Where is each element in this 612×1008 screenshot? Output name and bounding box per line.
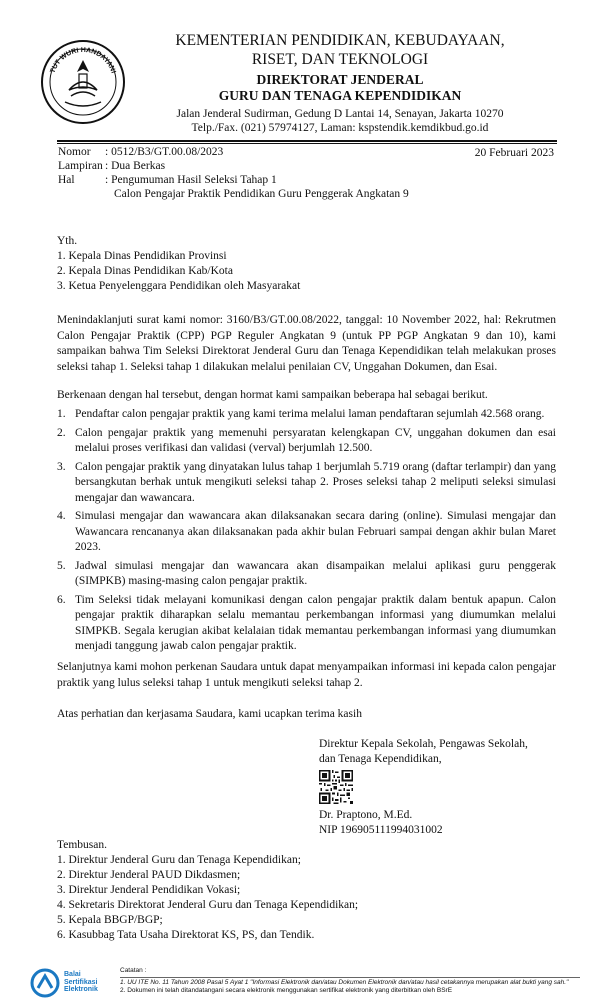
cc-item: 3. Direktur Jenderal Pendidikan Vokasi; — [57, 884, 241, 896]
subject-row — [58, 174, 277, 187]
lead-paragraph: Berkenaan dengan hal tersebut, dengan hormat kami sampaikan beberapa hal sebagai berikut. — [57, 389, 488, 401]
ministry-line-2: RISET, DAN TEKNOLOGI — [251, 51, 429, 68]
closing-paragraph-2: Atas perhatian dan kerjasama Saudara, kami ucapkan terima kasih — [57, 708, 362, 720]
recipient-item: 3. Ketua Penyelenggara Pendidikan oleh Masyarakat — [57, 280, 301, 292]
point-text: Jadwal simulasi mengajar dan wawancara akan disampaikan melalui aplikasi guru penggerak (SIMPKB) masing-masing calon pengajar praktik. — [75, 559, 556, 587]
point-item — [57, 559, 556, 590]
signatory-name: Dr. Praptono, M.Ed. — [319, 809, 413, 821]
bsre-line-3: Elektronik — [64, 986, 98, 993]
notes-label: Catatan : — [120, 967, 147, 974]
point-number: 6. — [57, 593, 66, 606]
address-line: Jalan Jenderal Sudirman, Gedung D Lantai 14, Senayan, Jakarta 10270 — [176, 108, 504, 120]
point-number: 1. — [57, 408, 66, 420]
directorate-line-1: DIREKTORAT JENDERAL — [256, 72, 424, 87]
svg-text:TUT WURI HANDAYANI: TUT WURI HANDAYANI — [49, 46, 117, 75]
qr-code-signature — [319, 770, 353, 804]
point-text: Pendaftar calon pengajar praktik yang kami terima melalui laman pendaftaran sejumlah 42.568 orang. — [75, 408, 545, 420]
hal-value-line-1: : Pengumuman Hasil Seleksi Tahap 1 — [105, 174, 277, 186]
recipients — [57, 234, 300, 294]
letter-date: 20 Februari 2023 — [474, 147, 554, 159]
bsre-line-1: Balai — [64, 971, 81, 978]
lampiran-label: Lampiran — [58, 160, 103, 172]
directorate-line-2: GURU DAN TENAGA KEPENDIDIKAN — [218, 88, 462, 103]
signatory-title — [319, 737, 528, 767]
attachment-row — [58, 160, 165, 173]
signatory-block — [319, 808, 443, 838]
point-text: Calon pengajar praktik yang memenuhi persyaratan kelengkapan CV, unggahan dokumen dan esai melalui proses verifikasi dan validasi (verval) berjumlah 12.500. — [75, 426, 556, 454]
ministry-line-1: KEMENTERIAN PENDIDIKAN, KEBUDAYAAN, — [175, 32, 505, 49]
point-number: 3. — [57, 460, 66, 473]
hal-value-line-2: Calon Pengajar Praktik Pendidikan Guru Penggerak Angkatan 9 — [114, 188, 409, 200]
cc-item: 6. Kasubbag Tata Usaha Direktorat KS, PS, dan Tendik. — [57, 929, 315, 941]
point-item — [57, 509, 556, 556]
cc-item: 5. Kepala BBGP/BGP; — [57, 914, 163, 926]
greeting: Yth. — [57, 235, 78, 247]
recipient-item: 2. Kepala Dinas Pendidikan Kab/Kota — [57, 265, 233, 277]
point-number: 2. — [57, 426, 66, 439]
lampiran-value: : Dua Berkas — [105, 160, 166, 172]
cc-list — [57, 838, 358, 943]
point-number: 4. — [57, 510, 66, 522]
cc-item: 2. Direktur Jenderal PAUD Dikdasmen; — [57, 869, 241, 881]
cc-heading: Tembusan. — [57, 839, 107, 851]
footer-note-1: 1. UU ITE No. 11 Tahun 2008 Pasal 5 Ayat 1 "Informasi Elektronik dan/atau Dokumen Elektronik dan/atau hasil cetakannya merupakan alat bukti yang sah." — [120, 978, 569, 986]
point-text: Simulasi mengajar dan wawancara akan dilaksanakan secara daring (online). Simulasi mengajar dan Wawancara rencananya akan dilaksanakan pada akhir bulan Februari sampai dengan akhir bulan Maret 2023. — [75, 510, 556, 553]
footer-note-2: 2. Dokumen ini telah ditandatangani secara elektronik menggunakan sertifikat elektronik yang diterbitkan oleh BSrE — [120, 987, 453, 994]
letterhead-rule-thick — [57, 140, 557, 142]
signatory-title-line-2: dan Tenaga Kependidikan, — [319, 753, 442, 765]
letterhead-address — [130, 107, 550, 135]
point-item — [57, 426, 556, 457]
footer-rule — [120, 977, 580, 978]
point-item — [57, 407, 556, 423]
directorate-name — [130, 72, 550, 104]
footer-notes — [120, 967, 590, 996]
hal-label: Hal — [58, 174, 75, 186]
bsre-line-2: Sertifikasi — [64, 978, 98, 986]
cc-item: 1. Direktur Jenderal Guru dan Tenaga Kependidikan; — [57, 854, 301, 866]
signatory-nip: NIP 196905111994031002 — [319, 824, 443, 836]
letterhead-rule-thin — [57, 143, 557, 144]
letter-number-row — [58, 146, 223, 159]
point-item — [57, 460, 556, 507]
nomor-value: : 0512/B3/GT.00.08/2023 — [105, 146, 224, 158]
signatory-title-line-1: Direktur Kepala Sekolah, Pengawas Sekolah, — [319, 738, 528, 750]
cc-item: 4. Sekretaris Direktorat Jenderal Guru dan Tenaga Kependidikan; — [57, 899, 359, 911]
contact-line: Telp./Fax. (021) 57974127, Laman: kspstendik.kemdikbud.go.id — [191, 122, 489, 134]
ministry-name — [130, 31, 550, 69]
points-list — [57, 407, 556, 658]
point-text: Calon pengajar praktik yang dinyatakan lulus tahap 1 berjumlah 5.719 orang (daftar terlampir) dan yang bersangkutan berhak untuk mengikuti seleksi tahap 2. Proses seleksi tahap 2 meliputi seleksi simulasi mengajar dan wawancara. — [75, 460, 556, 504]
closing-paragraph-1: Selanjutnya kami mohon perkenan Saudara untuk dapat menyampaikan informasi ini kepada calon pengajar praktik yang lulus seleksi tahap 1 untuk mengikuti seleksi tahap 2. — [57, 661, 556, 689]
tut-wuri-handayani-logo — [39, 38, 127, 126]
recipient-item: 1. Kepala Dinas Pendidikan Provinsi — [57, 250, 227, 262]
point-number: 5. — [57, 559, 66, 572]
bsre-logo-text — [64, 971, 98, 994]
intro-paragraph: Menindaklanjuti surat kami nomor: 3160/B3/GT.00.08/2022, tanggal: 10 November 2022, hal: Rekrutmen Calon Pengajar Praktik (CPP) PGP Reguler Angkatan 9 (untuk PP PGP Angkatan 9 dan 10), kami sampaikan bahwa Tim Seleksi Direktorat Jenderal Guru dan Tenaga Kependidikan telah melakukan proses seleksi tahap 1. Seleksi tahap 1 dilakukan melalui penilaian CV, Unggahan Dokumen, dan Esai. — [57, 314, 556, 373]
point-item — [57, 593, 556, 655]
point-text: Tim Seleksi tidak melayani komunikasi dengan calon pengajar praktik dalam bentuk apapun. Calon pengajar praktik diharapkan selalu memantau perkembangan informasi yang diumumkan melalui SIMPKB. Segala kerugian akibat kelalaian tidak memantau perkembangan informasi yang diumumkan menjadi tanggung jawab calon pengajar praktik. — [75, 593, 556, 652]
bsre-logo-icon — [30, 968, 60, 998]
nomor-label: Nomor — [58, 146, 91, 158]
